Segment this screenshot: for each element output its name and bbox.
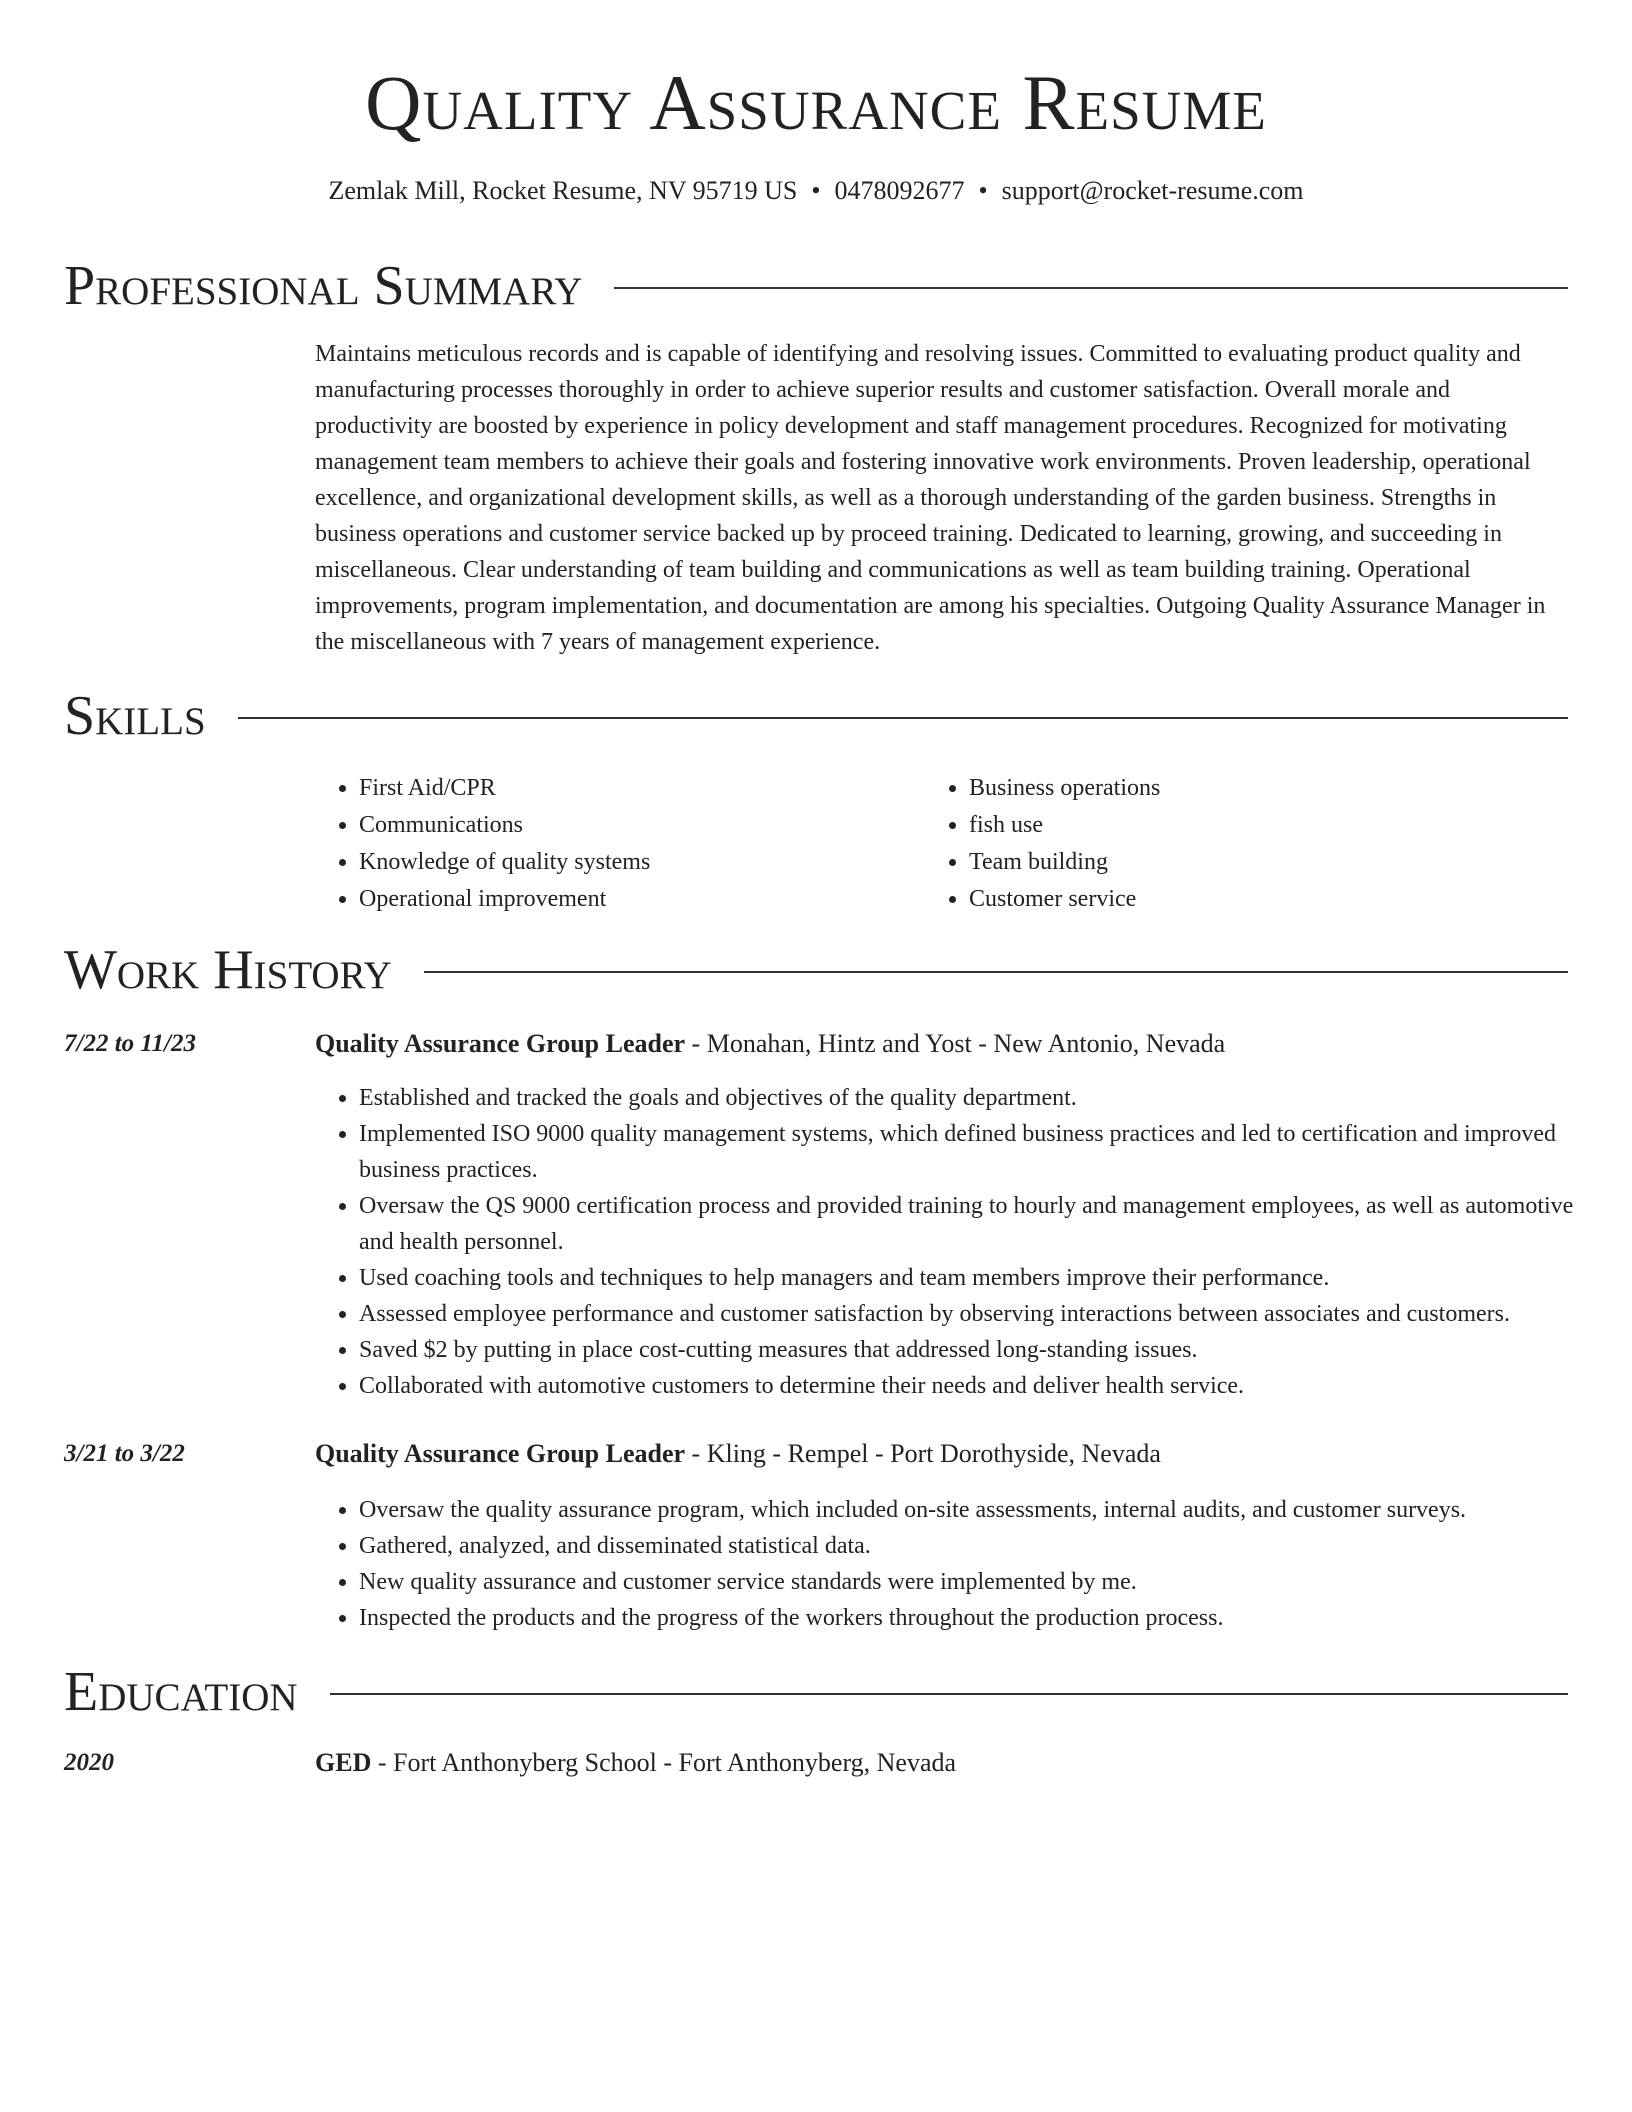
job-dates: 7/22 to 11/23	[64, 1030, 196, 1057]
contact-address: Zemlak Mill, Rocket Resume, NV 95719 US	[328, 176, 798, 205]
education-school: - Fort Anthonyberg School - Fort Anthonyberg, Nevada	[371, 1748, 957, 1777]
job-bullet: • Collaborated with automotive customers to determine their needs and deliver health service.	[359, 1368, 1609, 1404]
job-bullet: • Implemented ISO 9000 quality management systems, which defined business practices and led to certification and improved business practices.	[359, 1116, 1609, 1188]
education-heading-label: Education	[64, 1661, 298, 1723]
job-heading	[315, 1437, 1161, 1471]
skills-heading-label: Skills	[64, 685, 206, 747]
skill-item: • Customer service	[969, 881, 1160, 918]
job-heading	[315, 1027, 1225, 1061]
contact-phone: 0478092677	[834, 176, 965, 205]
job-company: - Kling - Rempel - Port Dorothyside, Nevada	[685, 1439, 1161, 1468]
contact-line	[0, 174, 1632, 208]
education-section-heading	[64, 1660, 1568, 1724]
contact-separator: •	[811, 176, 821, 205]
skill-item: • Business operations	[969, 770, 1160, 807]
education-year: 2020	[64, 1749, 114, 1776]
skill-item: • First Aid/CPR	[359, 770, 650, 807]
job-bullet: • Inspected the products and the progress of the workers throughout the production process.	[359, 1600, 1609, 1636]
section-divider	[614, 287, 1568, 289]
education-entry	[315, 1746, 956, 1780]
job-bullets	[315, 1080, 1609, 1404]
job-company: - Monahan, Hintz and Yost - New Antonio, Nevada	[685, 1029, 1226, 1058]
job-bullet: • Saved $2 by putting in place cost-cutting measures that addressed long-standing issues.	[359, 1332, 1609, 1368]
job-bullets	[315, 1492, 1609, 1636]
job-dates: 3/21 to 3/22	[64, 1440, 185, 1467]
work-heading-label: Work History	[64, 939, 392, 1001]
job-bullet: • Established and tracked the goals and objectives of the quality department.	[359, 1080, 1609, 1116]
job-title: Quality Assurance Group Leader	[315, 1439, 686, 1468]
skills-list-right	[925, 770, 1160, 918]
skill-item: • Operational improvement	[359, 881, 650, 918]
skill-item: • fish use	[969, 807, 1160, 844]
summary-text: Maintains meticulous records and is capable of identifying and resolving issues. Committed to evaluating product quality and manufacturing processes thoroughly in order to achieve superior results and customer satisfaction. Overall morale and productivity are boosted by experience in policy development and staff management procedures. Recognized for motivating management team members to achieve their goals and fostering innovative work environments. Proven leadership, operational excellence, and organizational development skills, as well as a thorough understanding of the garden business. Strengths in business operations and customer service backed up by proceed training. Dedicated to learning, growing, and succeeding in miscellaneous. Clear understanding of team building and communications as well as team building training. Operational improvements, program implementation, and documentation are among his specialties. Outgoing Quality Assurance Manager in the miscellaneous with 7 years of management experience.	[315, 341, 1546, 655]
resume-title: Quality Assurance Resume	[365, 59, 1267, 146]
summary-section-heading	[64, 254, 1568, 318]
job-title: Quality Assurance Group Leader	[315, 1029, 686, 1058]
job-bullet: • Oversaw the QS 9000 certification process and provided training to hourly and management employees, as well as automotive and health personnel.	[359, 1188, 1609, 1260]
skills-list-left	[315, 770, 650, 918]
summary-heading-label: Professional Summary	[64, 255, 583, 317]
skills-section-heading	[64, 684, 1568, 748]
skill-item: • Team building	[969, 844, 1160, 881]
skill-item: • Knowledge of quality systems	[359, 844, 650, 881]
skill-item: • Communications	[359, 807, 650, 844]
section-divider	[330, 1693, 1568, 1695]
job-bullet: • Used coaching tools and techniques to help managers and team members improve their performance.	[359, 1260, 1609, 1296]
section-divider	[238, 717, 1568, 719]
job-bullet: • Assessed employee performance and customer satisfaction by observing interactions between associates and customers.	[359, 1296, 1609, 1332]
work-section-heading	[64, 938, 1568, 1002]
contact-email: support@rocket-resume.com	[1001, 176, 1304, 205]
job-bullet: • Oversaw the quality assurance program, which included on-site assessments, internal audits, and customer surveys.	[359, 1492, 1609, 1528]
contact-separator: •	[978, 176, 988, 205]
job-bullet: • New quality assurance and customer service standards were implemented by me.	[359, 1564, 1609, 1600]
section-divider	[424, 971, 1568, 973]
education-degree: GED	[315, 1748, 372, 1777]
job-bullet: • Gathered, analyzed, and disseminated statistical data.	[359, 1528, 1609, 1564]
